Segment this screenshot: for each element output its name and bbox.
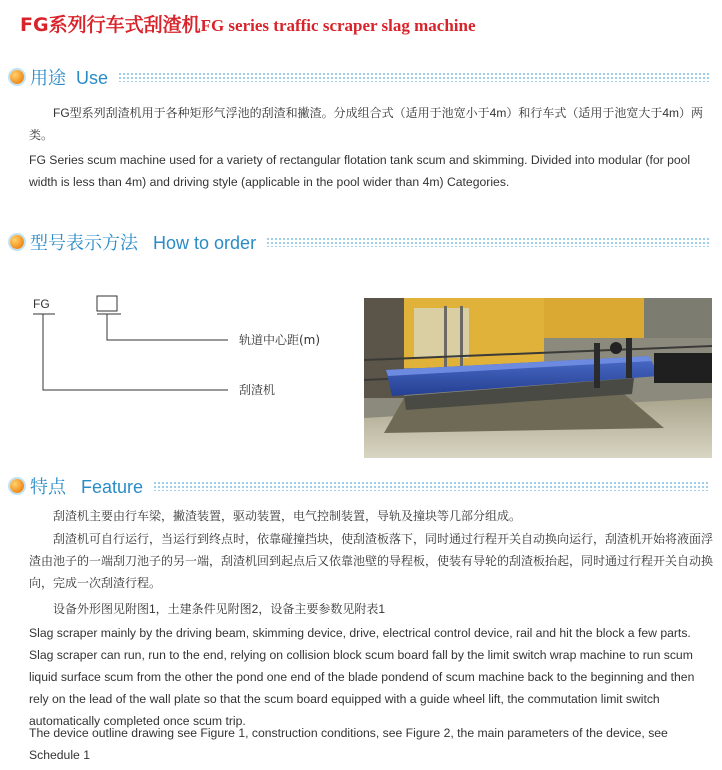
feature-text-cn-2: 刮渣机可自行运行，当运行到终点时，依靠碰撞挡块，使刮渣板落下，同时通过行程开关自动换向运行，刮渣机开始将液面浮渣由池子的一端刮刀池子的另一端，刮渣机回到起点后又依靠池壁的导程板，使装有导轮的刮渣板抬起，同时通过行程开关自动换向，完成一次刮渣行程。 bbox=[29, 532, 714, 590]
bullet-orb-icon bbox=[10, 479, 24, 493]
dotted-rule bbox=[118, 72, 710, 82]
dotted-rule bbox=[266, 237, 710, 247]
dotted-rule bbox=[153, 481, 710, 491]
title-en: FG series traffic scraper slag machine bbox=[200, 16, 476, 35]
section-header-feature bbox=[10, 475, 710, 497]
label-track-center-distance: 轨道中心距(m) bbox=[239, 333, 321, 347]
section-header-order bbox=[10, 231, 710, 253]
section-title-use: 用途 Use bbox=[30, 68, 109, 88]
feature-text-en-3: The device outline drawing see Figure 1, construction conditions, see Figure 2, the main parameters of the device, see Schedule 1 bbox=[29, 726, 668, 762]
bullet-orb-icon bbox=[10, 235, 24, 249]
use-text-cn: FG型系列刮渣机用于各种矩形气浮池的刮渣和撇渣。分成组合式（适用于池宽小于4m）和行车式（适用于池宽大于4m）两类。 bbox=[29, 106, 704, 142]
model-prefix: FG bbox=[33, 297, 50, 311]
feature-text-en-2: Slag scraper can run, run to the end, relying on collision block scum board fall by the limit switch wrap machine to run scum liquid surface scum from the other the pond one end of the blade pondend of scum machine back to the beginning and then rely on the lead of the wall plate so that the scum board equipped with a guide wheel lift, the commutation limit switch automatically completed once scum trip. bbox=[29, 648, 695, 728]
model-code-diagram bbox=[33, 294, 353, 404]
bullet-orb-icon bbox=[10, 70, 24, 84]
page-title bbox=[20, 10, 476, 37]
feature-text-cn-3: 设备外形图见附图1，土建条件见附图2，设备主要参数见附表1 bbox=[53, 602, 386, 616]
section-title-order: 型号表示方法 How to order bbox=[30, 233, 257, 253]
section-header-use bbox=[10, 66, 710, 88]
label-scraper: 刮渣机 bbox=[239, 383, 276, 397]
feature-text-en-1: Slag scraper mainly by the driving beam, skimming device, drive, electrical control device, rail and hit the block a few parts. bbox=[29, 626, 691, 640]
feature-text-cn-1: 刮渣机主要由行车梁，撇渣装置，驱动装置，电气控制装置，导轨及撞块等几部分组成。 bbox=[53, 509, 522, 523]
machine-photo bbox=[364, 298, 712, 458]
section-title-feature: 特点 Feature bbox=[30, 477, 144, 497]
model-code-box bbox=[97, 296, 117, 311]
use-text-en: FG Series scum machine used for a variety of rectangular flotation tank scum and skimming. Divided into modular (for pool width is less than 4m) and driving style (applicable in the pool wider than 4m) Categories. bbox=[29, 153, 691, 189]
title-cn: FG系列行车式刮渣机 bbox=[20, 14, 201, 36]
